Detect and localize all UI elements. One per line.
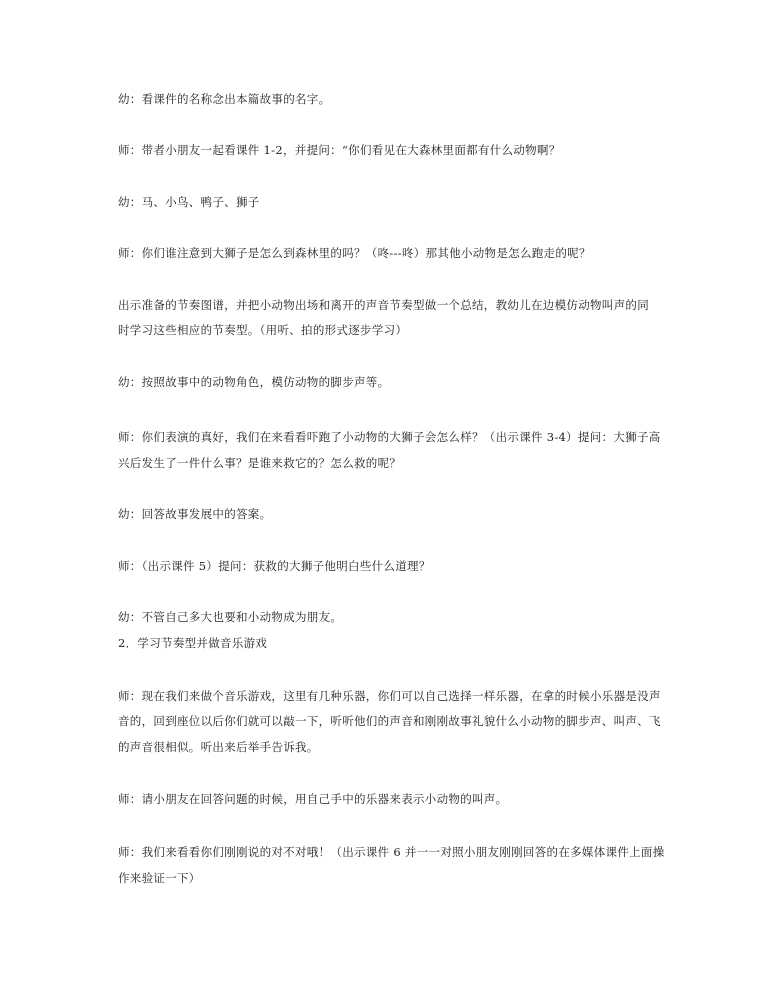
text-line-13: 师：现在我们来做个音乐游戏，这里有几种乐器，你们可以自己选择一样乐器，在拿的时候小乐器是没声 — [118, 689, 661, 703]
text-line-2: 师：带者小朋友一起看课件 1-2，并提问：“你们看见在大森林里面都有什么动物啊？ — [118, 143, 561, 157]
text-line-15: 的声音很相似。听出来后举手告诉我。 — [118, 740, 319, 754]
text-line-12: 幼：不管自己多大也要和小动物成为朋友。 — [118, 610, 343, 624]
text-line-11: 师：（出示课件 5）提问：获救的大狮子他明白些什么道理？ — [118, 559, 431, 573]
text-line-18: 作来验证一下） — [118, 871, 201, 885]
text-line-4: 师：你们谁注意到大狮子是怎么到森林里的吗？（咚---咚）那其他小动物是怎么跑走的呢？ — [118, 246, 591, 260]
text-line-8: 师：你们表演的真好，我们在来看看吓跑了小动物的大狮子会怎么样？（出示课件 3-4）提问：大狮子高 — [118, 430, 661, 444]
text-line-17: 师：我们来看看你们刚刚说的对不对哦！（出示课件 6 并一一对照小朋友刚刚回答的在多媒体课件上面操 — [118, 845, 665, 859]
text-line-1: 幼：看课件的名称念出本篇故事的名字。 — [118, 92, 331, 106]
text-line-3: 幼：马、小鸟、鸭子、狮子 — [118, 195, 260, 209]
text-line-10: 幼：回答故事发展中的答案。 — [118, 507, 272, 521]
text-line-9: 兴后发生了一件什么事？是谁来救它的？怎么救的呢？ — [118, 456, 402, 470]
section-heading: 2．学习节奏型并做音乐游戏 — [118, 636, 268, 650]
text-line-5: 出示准备的节奏图谱，并把小动物出场和离开的声音节奏型做一个总结，教幼儿在边模仿动物叫声的同 — [118, 298, 649, 312]
text-line-16: 师：请小朋友在回答问题的时候，用自己手中的乐器来表示小动物的叫声。 — [118, 792, 508, 806]
text-line-6: 时学习这些相应的节奏型。（用听、拍的形式逐步学习） — [118, 323, 408, 337]
text-line-14: 音的，回到座位以后你们就可以敲一下，听听他们的声音和刚刚故事礼貌什么小动物的脚步声、叫声、飞 — [118, 714, 661, 728]
text-line-7: 幼：按照故事中的动物角色，模仿动物的脚步声等。 — [118, 375, 390, 389]
